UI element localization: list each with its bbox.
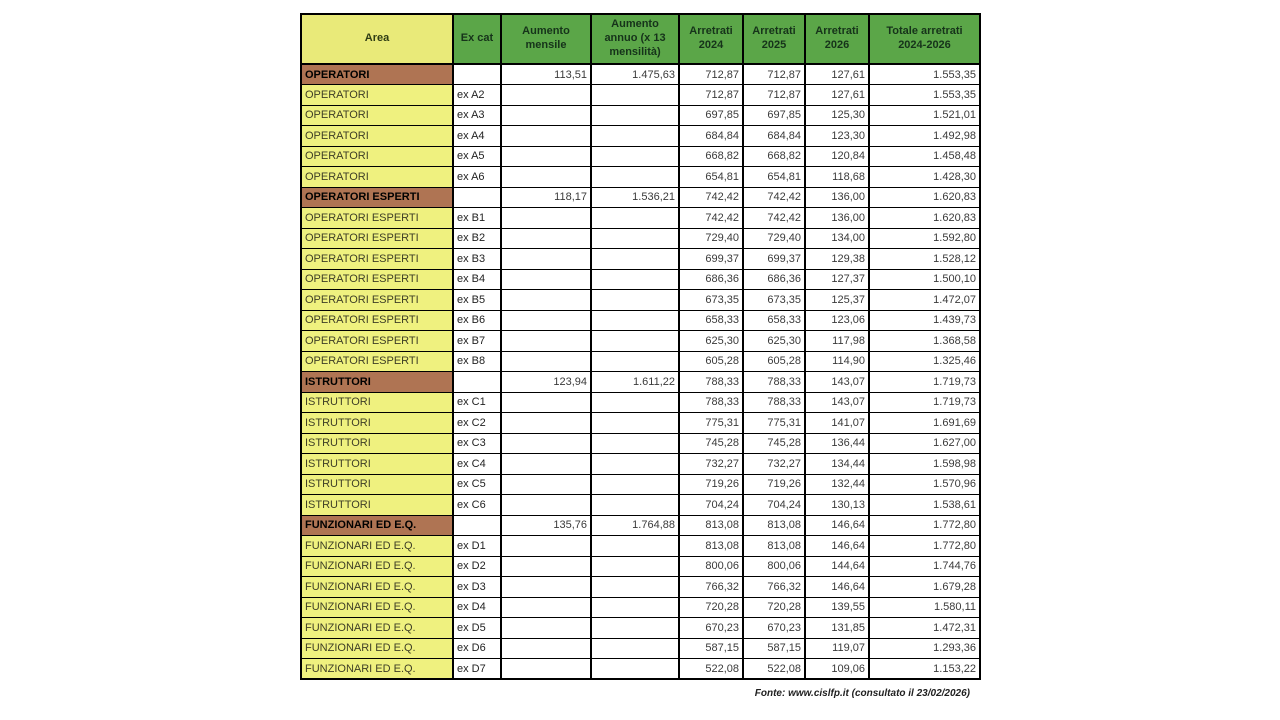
cell-arretrati_2025: 813,08 — [743, 515, 805, 536]
cell-arretrati_2026: 123,06 — [805, 310, 869, 331]
table-row — [301, 269, 980, 290]
cell-aumento_annuo — [591, 392, 679, 413]
cell-ex_cat: ex D1 — [453, 536, 501, 557]
source-note: Fonte: www.cislfp.it (consultato il 23/02/2026) — [754, 688, 970, 699]
cell-aumento_annuo — [591, 659, 679, 680]
cell-totale: 1.772,80 — [869, 515, 980, 536]
cell-aumento_mensile — [501, 331, 591, 352]
section-row — [301, 64, 980, 85]
cell-arretrati_2026: 146,64 — [805, 515, 869, 536]
column-header-aumento_annuo: Aumento annuo (x 13 mensilità) — [591, 14, 679, 64]
table-header — [301, 14, 980, 64]
cell-area: OPERATORI — [301, 146, 453, 167]
cell-arretrati_2026: 136,00 — [805, 187, 869, 208]
cell-aumento_annuo — [591, 618, 679, 639]
column-header-aumento_mensile: Aumento mensile — [501, 14, 591, 64]
cell-arretrati_2024: 800,06 — [679, 556, 743, 577]
cell-ex_cat: ex D5 — [453, 618, 501, 639]
cell-totale: 1.772,80 — [869, 536, 980, 557]
cell-aumento_annuo — [591, 105, 679, 126]
cell-totale: 1.620,83 — [869, 187, 980, 208]
cell-area: FUNZIONARI ED E.Q. — [301, 638, 453, 659]
cell-totale: 1.521,01 — [869, 105, 980, 126]
cell-arretrati_2025: 788,33 — [743, 372, 805, 393]
cell-totale: 1.580,11 — [869, 597, 980, 618]
cell-ex_cat: ex C4 — [453, 454, 501, 475]
cell-ex_cat: ex B6 — [453, 310, 501, 331]
cell-arretrati_2024: 670,23 — [679, 618, 743, 639]
cell-arretrati_2025: 625,30 — [743, 331, 805, 352]
cell-area: OPERATORI — [301, 167, 453, 188]
cell-arretrati_2024: 745,28 — [679, 433, 743, 454]
cell-area: OPERATORI — [301, 105, 453, 126]
cell-area: FUNZIONARI ED E.Q. — [301, 515, 453, 536]
cell-totale: 1.627,00 — [869, 433, 980, 454]
cell-ex_cat — [453, 515, 501, 536]
cell-ex_cat: ex B7 — [453, 331, 501, 352]
cell-arretrati_2026: 123,30 — [805, 126, 869, 147]
cell-aumento_annuo — [591, 351, 679, 372]
cell-totale: 1.719,73 — [869, 392, 980, 413]
cell-arretrati_2024: 766,32 — [679, 577, 743, 598]
cell-ex_cat: ex C3 — [453, 433, 501, 454]
arrears-table — [300, 13, 981, 680]
column-header-arretrati_2024: Arretrati 2024 — [679, 14, 743, 64]
cell-arretrati_2026: 119,07 — [805, 638, 869, 659]
cell-aumento_mensile — [501, 249, 591, 270]
cell-totale: 1.592,80 — [869, 228, 980, 249]
cell-aumento_mensile — [501, 208, 591, 229]
header-row — [301, 14, 980, 64]
table-row — [301, 495, 980, 516]
cell-area: FUNZIONARI ED E.Q. — [301, 536, 453, 557]
cell-arretrati_2026: 132,44 — [805, 474, 869, 495]
cell-aumento_mensile — [501, 392, 591, 413]
cell-ex_cat: ex A5 — [453, 146, 501, 167]
cell-aumento_annuo — [591, 167, 679, 188]
cell-arretrati_2026: 131,85 — [805, 618, 869, 639]
cell-aumento_mensile — [501, 228, 591, 249]
cell-arretrati_2024: 788,33 — [679, 392, 743, 413]
cell-arretrati_2024: 775,31 — [679, 413, 743, 434]
cell-arretrati_2024: 732,27 — [679, 454, 743, 475]
table-row — [301, 85, 980, 106]
cell-arretrati_2025: 775,31 — [743, 413, 805, 434]
table-row — [301, 536, 980, 557]
cell-aumento_mensile — [501, 577, 591, 598]
cell-ex_cat: ex D4 — [453, 597, 501, 618]
cell-area: ISTRUTTORI — [301, 413, 453, 434]
cell-arretrati_2024: 658,33 — [679, 310, 743, 331]
cell-area: ISTRUTTORI — [301, 433, 453, 454]
cell-arretrati_2024: 699,37 — [679, 249, 743, 270]
cell-arretrati_2024: 712,87 — [679, 85, 743, 106]
cell-area: OPERATORI ESPERTI — [301, 187, 453, 208]
cell-aumento_annuo — [591, 577, 679, 598]
cell-arretrati_2025: 732,27 — [743, 454, 805, 475]
cell-ex_cat: ex A6 — [453, 167, 501, 188]
cell-aumento_mensile — [501, 126, 591, 147]
cell-arretrati_2026: 144,64 — [805, 556, 869, 577]
cell-aumento_annuo: 1.764,88 — [591, 515, 679, 536]
cell-totale: 1.439,73 — [869, 310, 980, 331]
cell-aumento_annuo — [591, 208, 679, 229]
cell-arretrati_2026: 114,90 — [805, 351, 869, 372]
cell-area: OPERATORI ESPERTI — [301, 331, 453, 352]
cell-totale: 1.553,35 — [869, 64, 980, 85]
cell-arretrati_2025: 766,32 — [743, 577, 805, 598]
table-row — [301, 351, 980, 372]
cell-arretrati_2026: 127,61 — [805, 85, 869, 106]
cell-arretrati_2026: 125,30 — [805, 105, 869, 126]
cell-arretrati_2026: 130,13 — [805, 495, 869, 516]
cell-aumento_mensile: 135,76 — [501, 515, 591, 536]
cell-totale: 1.570,96 — [869, 474, 980, 495]
cell-aumento_annuo — [591, 597, 679, 618]
cell-aumento_annuo — [591, 454, 679, 475]
cell-arretrati_2025: 742,42 — [743, 208, 805, 229]
column-header-ex_cat: Ex cat — [453, 14, 501, 64]
cell-arretrati_2024: 813,08 — [679, 536, 743, 557]
cell-arretrati_2026: 118,68 — [805, 167, 869, 188]
cell-aumento_mensile — [501, 659, 591, 680]
cell-aumento_annuo: 1.536,21 — [591, 187, 679, 208]
cell-arretrati_2026: 141,07 — [805, 413, 869, 434]
cell-area: OPERATORI ESPERTI — [301, 228, 453, 249]
cell-arretrati_2024: 813,08 — [679, 515, 743, 536]
table-row — [301, 392, 980, 413]
cell-aumento_mensile — [501, 290, 591, 311]
cell-aumento_mensile — [501, 638, 591, 659]
cell-totale: 1.679,28 — [869, 577, 980, 598]
cell-aumento_annuo — [591, 290, 679, 311]
cell-arretrati_2024: 587,15 — [679, 638, 743, 659]
section-row — [301, 187, 980, 208]
cell-area: ISTRUTTORI — [301, 495, 453, 516]
table-row — [301, 618, 980, 639]
cell-area: OPERATORI ESPERTI — [301, 290, 453, 311]
cell-aumento_mensile — [501, 269, 591, 290]
cell-arretrati_2025: 719,26 — [743, 474, 805, 495]
cell-aumento_mensile — [501, 495, 591, 516]
cell-arretrati_2025: 800,06 — [743, 556, 805, 577]
cell-arretrati_2024: 684,84 — [679, 126, 743, 147]
cell-arretrati_2025: 670,23 — [743, 618, 805, 639]
cell-arretrati_2026: 127,61 — [805, 64, 869, 85]
table-row — [301, 208, 980, 229]
cell-area: FUNZIONARI ED E.Q. — [301, 577, 453, 598]
cell-arretrati_2026: 109,06 — [805, 659, 869, 680]
cell-arretrati_2025: 712,87 — [743, 85, 805, 106]
cell-arretrati_2025: 522,08 — [743, 659, 805, 680]
cell-aumento_mensile — [501, 454, 591, 475]
cell-arretrati_2024: 742,42 — [679, 208, 743, 229]
cell-totale: 1.368,58 — [869, 331, 980, 352]
cell-area: OPERATORI — [301, 85, 453, 106]
cell-ex_cat: ex B3 — [453, 249, 501, 270]
cell-area: OPERATORI ESPERTI — [301, 351, 453, 372]
cell-arretrati_2026: 129,38 — [805, 249, 869, 270]
cell-arretrati_2025: 684,84 — [743, 126, 805, 147]
cell-arretrati_2025: 729,40 — [743, 228, 805, 249]
cell-ex_cat: ex B2 — [453, 228, 501, 249]
cell-ex_cat: ex D6 — [453, 638, 501, 659]
cell-arretrati_2024: 697,85 — [679, 105, 743, 126]
cell-area: OPERATORI ESPERTI — [301, 249, 453, 270]
cell-aumento_annuo — [591, 331, 679, 352]
cell-ex_cat: ex D2 — [453, 556, 501, 577]
cell-area: FUNZIONARI ED E.Q. — [301, 659, 453, 680]
cell-arretrati_2024: 788,33 — [679, 372, 743, 393]
cell-totale: 1.472,07 — [869, 290, 980, 311]
cell-arretrati_2024: 729,40 — [679, 228, 743, 249]
cell-aumento_mensile — [501, 351, 591, 372]
cell-totale: 1.691,69 — [869, 413, 980, 434]
cell-totale: 1.293,36 — [869, 638, 980, 659]
cell-ex_cat: ex C6 — [453, 495, 501, 516]
cell-arretrati_2025: 673,35 — [743, 290, 805, 311]
cell-ex_cat: ex C2 — [453, 413, 501, 434]
cell-arretrati_2025: 745,28 — [743, 433, 805, 454]
cell-ex_cat: ex B4 — [453, 269, 501, 290]
cell-aumento_mensile — [501, 618, 591, 639]
cell-totale: 1.472,31 — [869, 618, 980, 639]
cell-aumento_mensile — [501, 105, 591, 126]
table-row — [301, 290, 980, 311]
cell-totale: 1.744,76 — [869, 556, 980, 577]
cell-aumento_annuo — [591, 126, 679, 147]
cell-ex_cat: ex D7 — [453, 659, 501, 680]
table-body — [301, 64, 980, 679]
cell-area: ISTRUTTORI — [301, 474, 453, 495]
cell-area: OPERATORI ESPERTI — [301, 269, 453, 290]
cell-area: FUNZIONARI ED E.Q. — [301, 618, 453, 639]
column-header-arretrati_2026: Arretrati 2026 — [805, 14, 869, 64]
cell-arretrati_2025: 587,15 — [743, 638, 805, 659]
cell-area: ISTRUTTORI — [301, 372, 453, 393]
cell-ex_cat: ex B1 — [453, 208, 501, 229]
cell-aumento_annuo — [591, 413, 679, 434]
cell-arretrati_2026: 134,00 — [805, 228, 869, 249]
table-row — [301, 310, 980, 331]
cell-arretrati_2024: 720,28 — [679, 597, 743, 618]
cell-aumento_annuo — [591, 433, 679, 454]
cell-arretrati_2026: 134,44 — [805, 454, 869, 475]
table-row — [301, 659, 980, 680]
cell-ex_cat: ex D3 — [453, 577, 501, 598]
cell-totale: 1.325,46 — [869, 351, 980, 372]
cell-aumento_annuo — [591, 556, 679, 577]
column-header-arretrati_2025: Arretrati 2025 — [743, 14, 805, 64]
cell-arretrati_2025: 712,87 — [743, 64, 805, 85]
cell-area: ISTRUTTORI — [301, 454, 453, 475]
cell-totale: 1.458,48 — [869, 146, 980, 167]
table-row — [301, 331, 980, 352]
table-row — [301, 577, 980, 598]
cell-totale: 1.492,98 — [869, 126, 980, 147]
cell-aumento_mensile — [501, 474, 591, 495]
cell-arretrati_2024: 668,82 — [679, 146, 743, 167]
cell-ex_cat: ex B5 — [453, 290, 501, 311]
cell-arretrati_2024: 654,81 — [679, 167, 743, 188]
cell-arretrati_2026: 136,00 — [805, 208, 869, 229]
cell-aumento_annuo — [591, 146, 679, 167]
cell-arretrati_2026: 146,64 — [805, 577, 869, 598]
cell-ex_cat — [453, 187, 501, 208]
cell-aumento_mensile — [501, 556, 591, 577]
cell-arretrati_2024: 712,87 — [679, 64, 743, 85]
cell-arretrati_2025: 654,81 — [743, 167, 805, 188]
cell-arretrati_2026: 125,37 — [805, 290, 869, 311]
cell-aumento_mensile — [501, 310, 591, 331]
cell-arretrati_2025: 720,28 — [743, 597, 805, 618]
cell-ex_cat: ex A4 — [453, 126, 501, 147]
cell-aumento_annuo: 1.611,22 — [591, 372, 679, 393]
table-row — [301, 597, 980, 618]
cell-arretrati_2024: 742,42 — [679, 187, 743, 208]
cell-arretrati_2025: 704,24 — [743, 495, 805, 516]
cell-aumento_mensile — [501, 536, 591, 557]
cell-arretrati_2025: 788,33 — [743, 392, 805, 413]
table-row — [301, 556, 980, 577]
cell-area: OPERATORI ESPERTI — [301, 310, 453, 331]
cell-arretrati_2026: 117,98 — [805, 331, 869, 352]
cell-arretrati_2025: 686,36 — [743, 269, 805, 290]
table-row — [301, 146, 980, 167]
cell-ex_cat — [453, 64, 501, 85]
table-row — [301, 454, 980, 475]
cell-arretrati_2024: 522,08 — [679, 659, 743, 680]
table-row — [301, 413, 980, 434]
cell-ex_cat: ex A2 — [453, 85, 501, 106]
cell-aumento_annuo — [591, 269, 679, 290]
cell-arretrati_2024: 625,30 — [679, 331, 743, 352]
cell-aumento_annuo — [591, 310, 679, 331]
cell-area: OPERATORI — [301, 64, 453, 85]
cell-arretrati_2025: 668,82 — [743, 146, 805, 167]
table-row — [301, 433, 980, 454]
cell-ex_cat: ex C1 — [453, 392, 501, 413]
cell-arretrati_2025: 742,42 — [743, 187, 805, 208]
cell-aumento_annuo — [591, 249, 679, 270]
column-header-totale: Totale arretrati 2024-2026 — [869, 14, 980, 64]
cell-arretrati_2025: 697,85 — [743, 105, 805, 126]
cell-area: ISTRUTTORI — [301, 392, 453, 413]
cell-totale: 1.528,12 — [869, 249, 980, 270]
cell-totale: 1.428,30 — [869, 167, 980, 188]
cell-totale: 1.620,83 — [869, 208, 980, 229]
cell-aumento_mensile — [501, 433, 591, 454]
table-row — [301, 638, 980, 659]
cell-arretrati_2024: 719,26 — [679, 474, 743, 495]
cell-aumento_mensile — [501, 85, 591, 106]
cell-arretrati_2026: 136,44 — [805, 433, 869, 454]
cell-arretrati_2025: 605,28 — [743, 351, 805, 372]
cell-area: OPERATORI ESPERTI — [301, 208, 453, 229]
table-row — [301, 249, 980, 270]
cell-totale: 1.538,61 — [869, 495, 980, 516]
cell-arretrati_2026: 143,07 — [805, 372, 869, 393]
cell-totale: 1.553,35 — [869, 85, 980, 106]
cell-aumento_mensile — [501, 146, 591, 167]
cell-ex_cat: ex B8 — [453, 351, 501, 372]
cell-arretrati_2026: 143,07 — [805, 392, 869, 413]
cell-aumento_mensile — [501, 413, 591, 434]
cell-area: FUNZIONARI ED E.Q. — [301, 556, 453, 577]
cell-area: OPERATORI — [301, 126, 453, 147]
cell-aumento_mensile — [501, 167, 591, 188]
table-row — [301, 126, 980, 147]
cell-totale: 1.719,73 — [869, 372, 980, 393]
section-row — [301, 515, 980, 536]
cell-totale: 1.153,22 — [869, 659, 980, 680]
cell-aumento_annuo — [591, 495, 679, 516]
cell-totale: 1.598,98 — [869, 454, 980, 475]
table-row — [301, 474, 980, 495]
cell-arretrati_2024: 673,35 — [679, 290, 743, 311]
cell-arretrati_2024: 704,24 — [679, 495, 743, 516]
cell-aumento_annuo: 1.475,63 — [591, 64, 679, 85]
cell-area: FUNZIONARI ED E.Q. — [301, 597, 453, 618]
cell-aumento_mensile — [501, 597, 591, 618]
cell-arretrati_2025: 813,08 — [743, 536, 805, 557]
cell-aumento_annuo — [591, 536, 679, 557]
cell-aumento_annuo — [591, 638, 679, 659]
cell-arretrati_2026: 139,55 — [805, 597, 869, 618]
cell-totale: 1.500,10 — [869, 269, 980, 290]
table-row — [301, 167, 980, 188]
cell-ex_cat: ex A3 — [453, 105, 501, 126]
table-row — [301, 105, 980, 126]
cell-arretrati_2026: 146,64 — [805, 536, 869, 557]
table-row — [301, 228, 980, 249]
cell-arretrati_2026: 120,84 — [805, 146, 869, 167]
cell-aumento_mensile: 123,94 — [501, 372, 591, 393]
cell-aumento_mensile: 113,51 — [501, 64, 591, 85]
cell-arretrati_2025: 699,37 — [743, 249, 805, 270]
column-header-area: Area — [301, 14, 453, 64]
cell-arretrati_2024: 686,36 — [679, 269, 743, 290]
cell-aumento_annuo — [591, 228, 679, 249]
cell-arretrati_2026: 127,37 — [805, 269, 869, 290]
cell-aumento_mensile: 118,17 — [501, 187, 591, 208]
cell-ex_cat — [453, 372, 501, 393]
cell-arretrati_2024: 605,28 — [679, 351, 743, 372]
cell-aumento_annuo — [591, 85, 679, 106]
cell-aumento_annuo — [591, 474, 679, 495]
cell-ex_cat: ex C5 — [453, 474, 501, 495]
cell-arretrati_2025: 658,33 — [743, 310, 805, 331]
section-row — [301, 372, 980, 393]
